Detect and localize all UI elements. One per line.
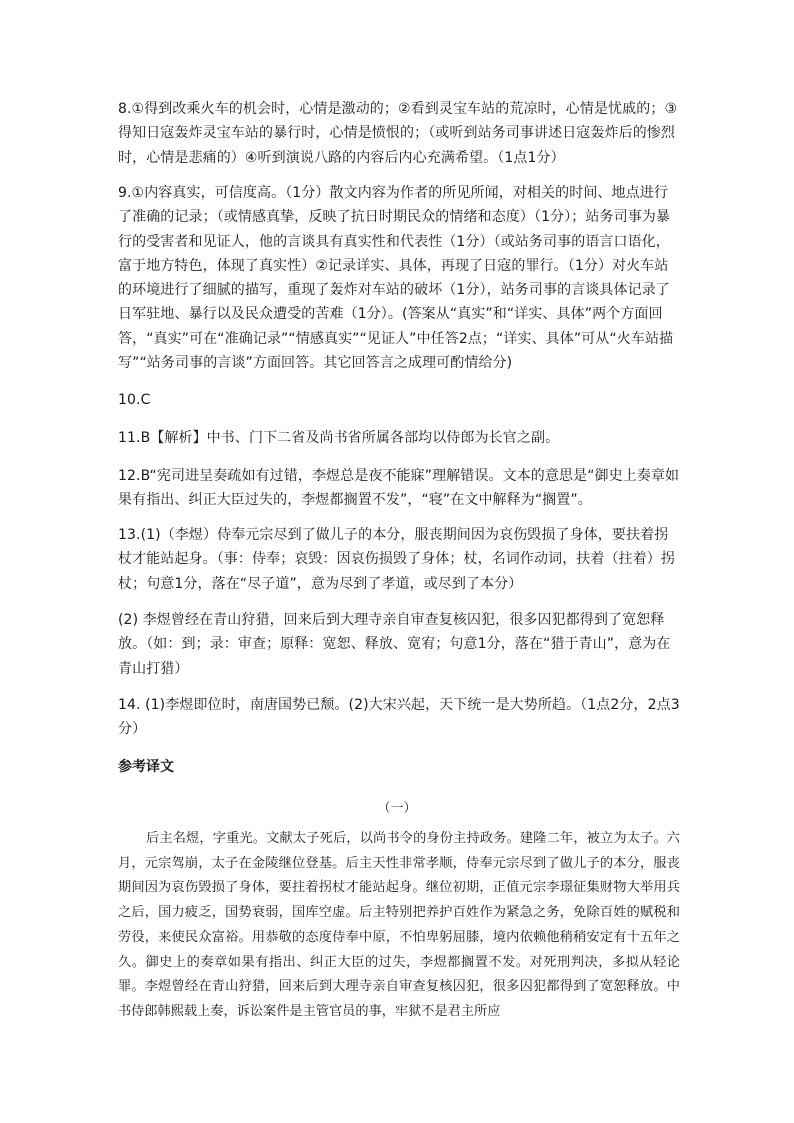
section-title: （一） xyxy=(377,801,417,816)
reference-heading: 参考译文 xyxy=(118,759,174,775)
answer-q12: 12.B“宪司进呈奏疏如有过错，李煜总是夜不能寐”理解错误。文本的意思是“御史上奏章如果有指出、纠正大臣过失的，李煜都搁置不发”，“寝”在文中解释为“搁置”。 xyxy=(118,468,680,509)
translation-body: 后主名煜，字重光。文献太子死后，以尚书令的身份主持政务。建隆二年，被立为太子。六月，元宗驾崩，太子在金陵继位登基。后主天性非常孝顺，侍奉元宗尽到了做儿子的本分，服丧期间因为哀伤毁损了身体，要拄着拐杖才能站起身。继位初期，正值元宗李璟征集财物大举用兵之后，国力疲乏，国势衰弱，国库空虚。后主特别把养护百姓作为紧急之务，免除百姓的赋税和劳役，来使民众富裕。用恭敬的态度侍奉中原，不怕卑躬屈膝，境内依赖他稍稍安定有十五年之久。御史上的奏章如果有指出、纠正大臣的过失，李煜都搁置不发。对死刑判决，多拟从轻论罪。李煜曾经在青山狩猎，回来后到大理寺亲自审查复核囚犯，很多囚犯都得到了宽恕释放。中书侍郎韩熙载上奏，诉讼案件是主管官员的事，牢狱不是君主所应 xyxy=(118,831,680,1019)
answer-q10: 10.C xyxy=(118,392,151,408)
answer-q13-part1: 13.(1)（李煜）侍奉元宗尽到了做儿子的本分，服丧期间因为哀伤毁损了身体，要扶着拐杖才能站起身。（事：侍奉；哀毁：因哀伤损毁了身体；杖，名词作动词，扶着（拄着）拐杖；句意1分，落在“尽子道”，意为尽到了孝道，或尽到了本分） xyxy=(118,527,675,592)
answer-q9: 9.①内容真实，可信度高。（1分）散文内容为作者的所见所闻，对相关的时间、地点进行了准确的记录；（或情感真挚，反映了抗日时期民众的情绪和态度）（1分）；站务司事为暴行的受害者和见证人，他的言谈具有真实性和代表性（1分）（或站务司事的语言口语化，富于地方特色，体现了真实性）②记录详实、具体，再现了日寇的罪行。（1分）对火车站的环境进行了细腻的描写，重现了轰炸对车站的破坏（1分），站务司事的言谈具体记录了日军驻地、暴行以及民众遭受的苦难（1分）。(答案从“真实”和“详实、具体”两个方面回答，“真实”可在“准确记录”“情感真实”“见证人”中任答2点；“详实、具体”可从“火车站描写”“站务司事的言谈”方面回答。其它回答言之成理可酌情给分) xyxy=(118,185,674,372)
answer-q11: 11.B【解析】中书、门下二省及尚书省所属各部均以侍郎为长官之副。 xyxy=(118,430,560,446)
answer-q14: 14. (1)李煜即位时，南唐国势已颓。(2)大宋兴起，天下统一是大势所趋。（1点2分，2点3分） xyxy=(118,697,680,738)
answer-q13-part2: (2) 李煜曾经在青山狩猎，回来后到大理寺亲自审查复核囚犯，很多囚犯都得到了宽恕释放。（如：到；录：审查；原释：宽恕、释放、宽宥；句意1分，落在“猎于青山”，意为在青山打猎） xyxy=(118,612,671,677)
answer-q8: 8.①得到改乘火车的机会时，心情是激动的；②看到灵宝车站的荒凉时，心情是忧戚的；③得知日寇轰炸灵宝车站的暴行时，心情是愤恨的；（或听到站务司事讲述日寇轰炸后的惨烈时，心情是悲痛的）④听到演说八路的内容后内心充满希望。（1点1分） xyxy=(118,101,678,166)
